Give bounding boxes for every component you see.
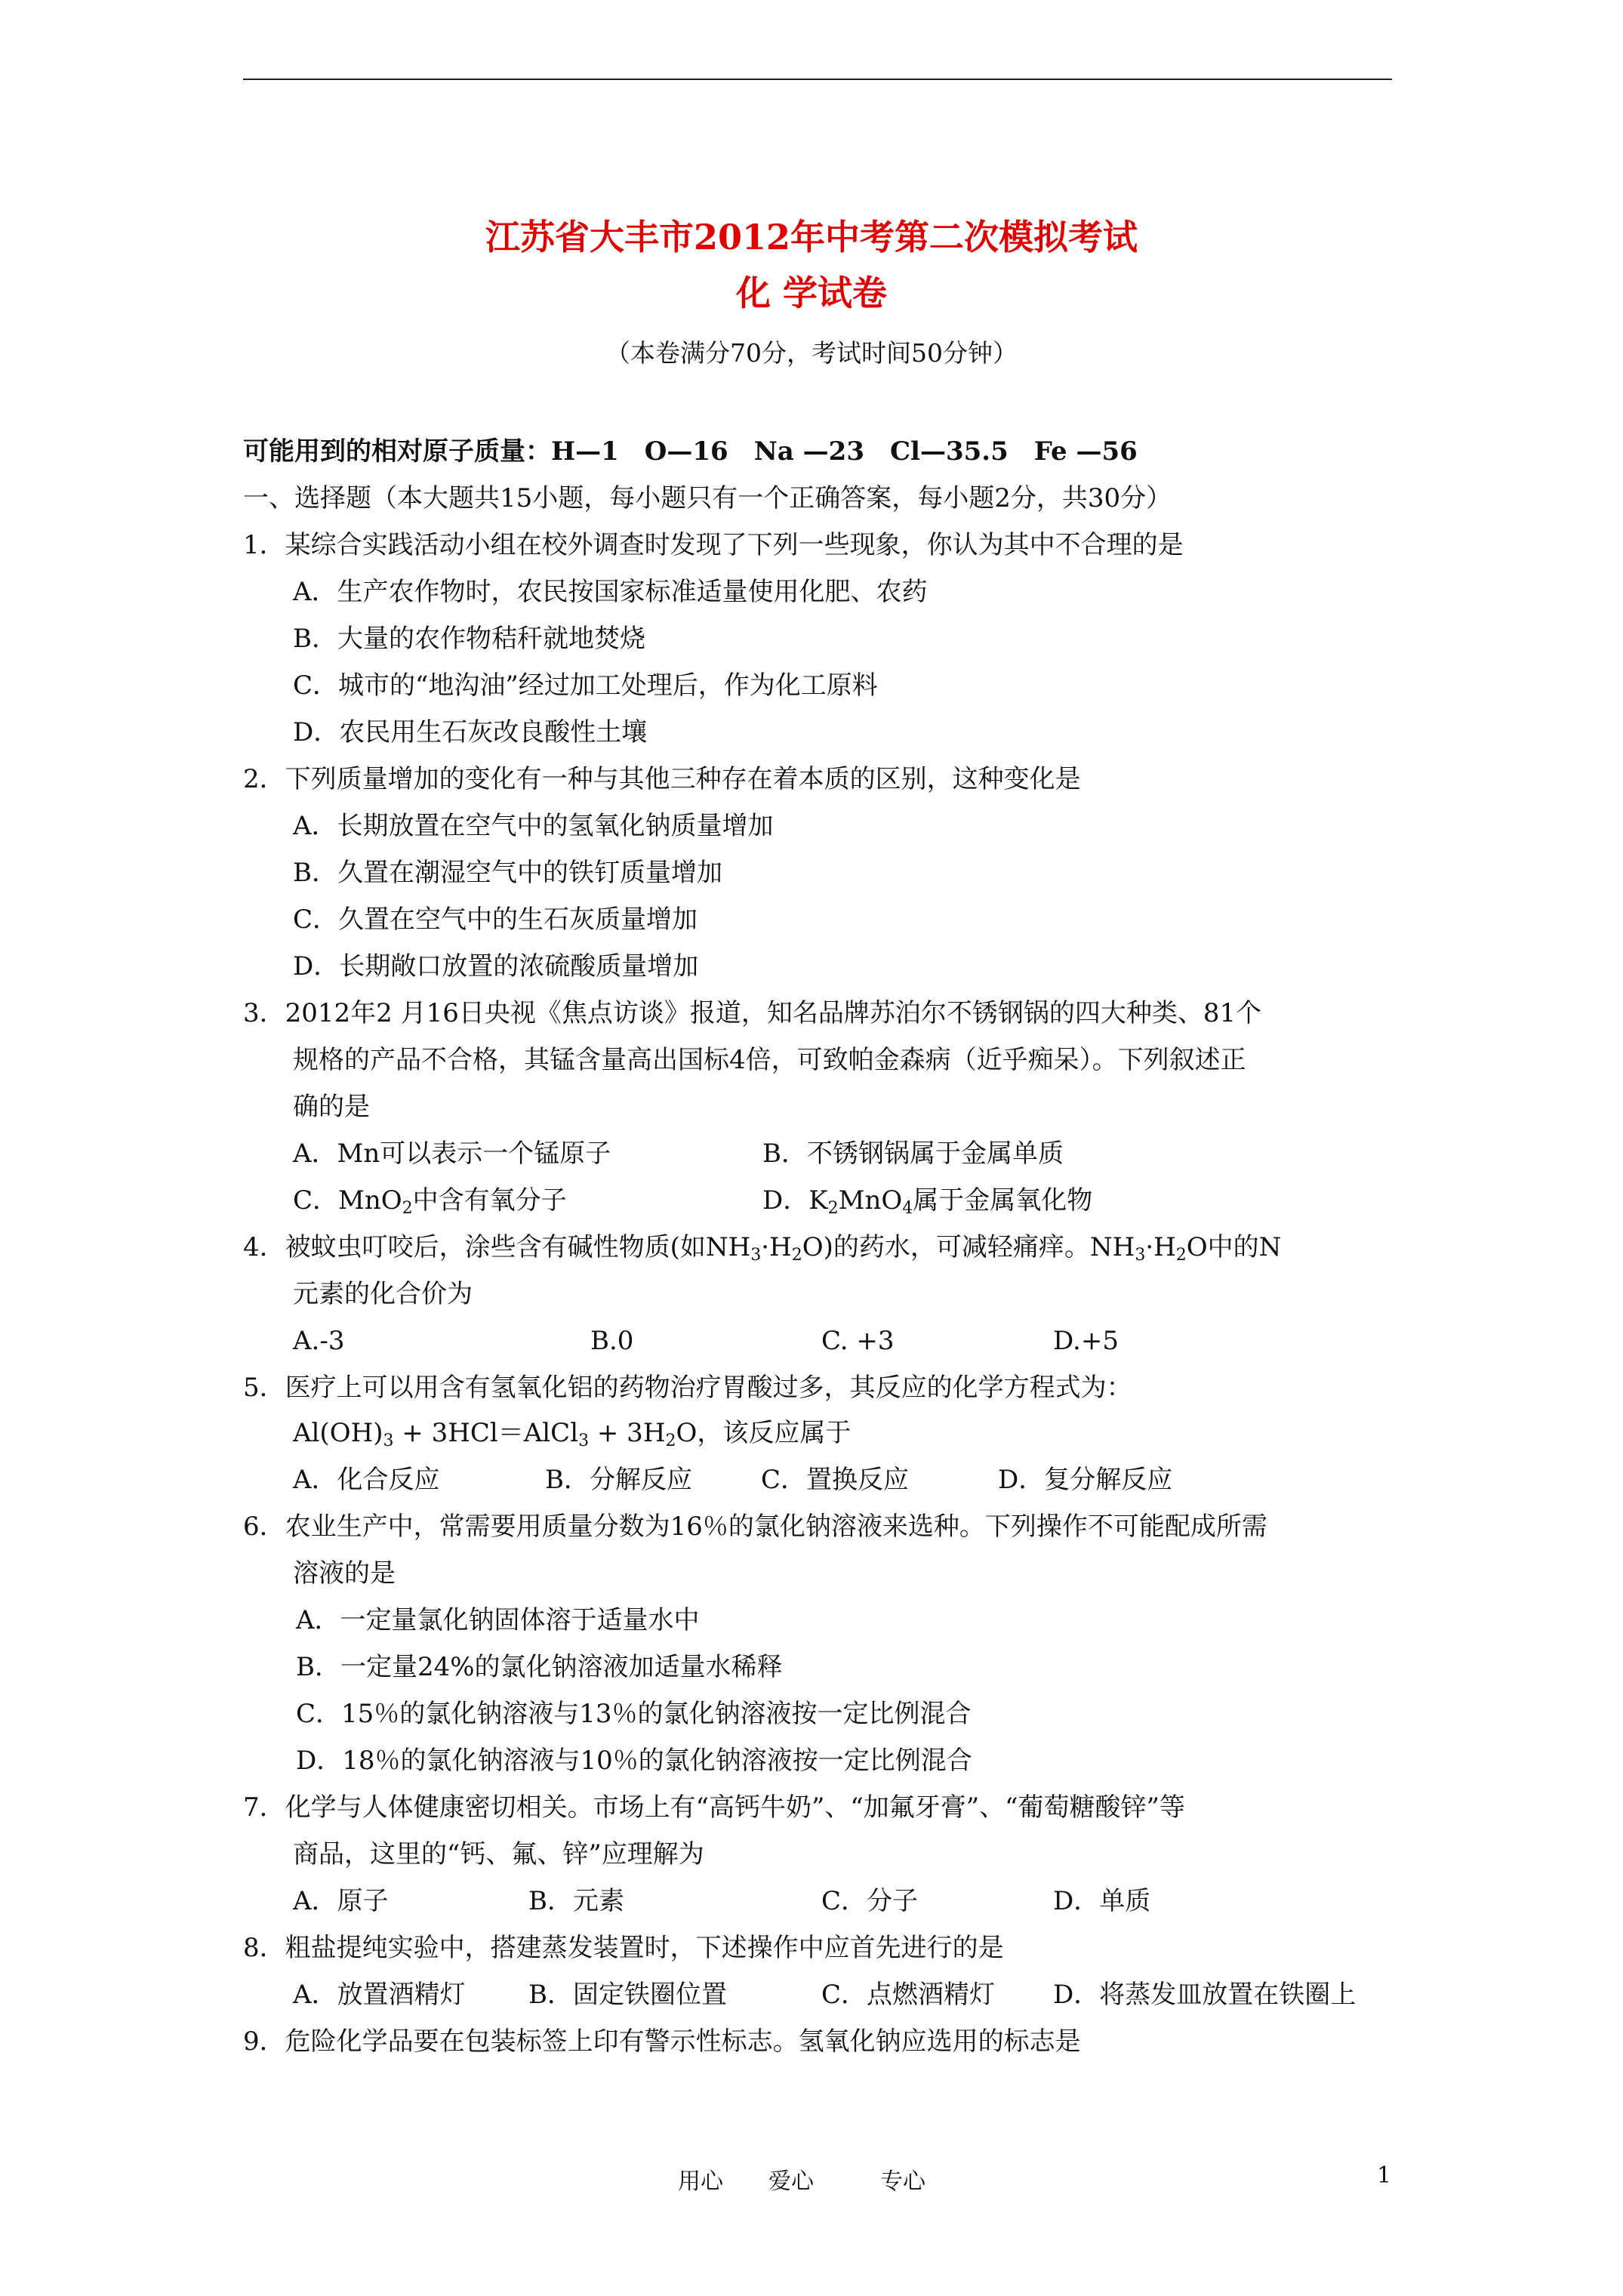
q2-option-c: C．久置在空气中的生石灰质量增加 (293, 905, 698, 935)
q5-equation: $Al(OH)_3$ + 3HCl＝AlCl$_3$ + $3H_2O$，该反应属于 (293, 1418, 852, 1450)
q4-option-b: B.0 (590, 1326, 634, 1356)
q5-option-b: B．分解反应 (545, 1465, 692, 1495)
q1-option-d: D．农民用生石灰改良酸性土壤 (293, 717, 648, 747)
q5-option-d: D．复分解反应 (998, 1465, 1173, 1495)
q2-option-a: A．长期放置在空气中的氢氧化钠质量增加 (293, 811, 774, 841)
q9-stem: 9．危险化学品要在包装标签上印有警示性标志。氢氧化钠应选用的标志是 (243, 2026, 1081, 2057)
q2-option-d: D．长期敞口放置的浓硫酸质量增加 (293, 951, 699, 982)
q4-option-a: A.-3 (293, 1326, 345, 1356)
q4-stem-line1: 4．被蚊虫叮咬后，涂些含有碱性物质(如$NH_3\cdot H_2O$)的药水，可减轻痛痒。$NH_3\cdot H_2O$中的N (243, 1232, 1282, 1265)
q6-stem-line1: 6．农业生产中，常需要用质量分数为16％的氯化钠溶液来选种。下列操作不可能配成所需 (243, 1512, 1267, 1542)
atomic-masses: 可能用到的相对原子质量：H—1 O—16 Na —23 Cl—35.5 Fe —56 (243, 436, 1138, 467)
header-rule (243, 79, 1392, 80)
q3-stem-line1: 3．2012年2 月16日央视《焦点访谈》报道，知名品牌苏泊尔不锈钢锅的四大种类、81个 (243, 998, 1262, 1028)
q1-stem: 1．某综合实践活动小组在校外调查时发现了下列一些现象，你认为其中不合理的是 (243, 530, 1184, 560)
q8-option-d: D．将蒸发皿放置在铁圈上 (1053, 1980, 1357, 2010)
q3-option-a: A．Mn可以表示一个锰原子 (293, 1139, 611, 1169)
q6-option-a: A．一定量氯化钠固体溶于适量水中 (296, 1605, 700, 1635)
exam-subject: 化 学试卷 (735, 273, 887, 313)
section-heading: 一、选择题（本大题共15小题，每小题只有一个正确答案，每小题2分，共30分） (243, 483, 1172, 513)
q7-option-d: D．单质 (1053, 1886, 1151, 1916)
q8-option-b: B．固定铁圈位置 (528, 1980, 727, 2010)
q7-stem-line1: 7．化学与人体健康密切相关。市场上有“高钙牛奶”、“加氟牙膏”、“葡萄糖酸锌”等 (243, 1792, 1185, 1823)
exam-title: 江苏省大丰市2012年中考第二次模拟考试 (485, 217, 1138, 257)
q6-stem-line2: 溶液的是 (293, 1558, 396, 1589)
q5-option-a: A．化合反应 (293, 1465, 440, 1495)
q4-stem-line2: 元素的化合价为 (293, 1279, 473, 1309)
q7-stem-line2: 商品，这里的“钙、氟、锌”应理解为 (293, 1839, 704, 1869)
q4-option-d: D.+5 (1053, 1326, 1119, 1356)
q3-option-b: B．不锈钢锅属于金属单质 (762, 1139, 1064, 1169)
q3-stem-line2: 规格的产品不合格，其锰含量高出国标4倍，可致帕金森病（近乎痴呆）。下列叙述正 (293, 1045, 1246, 1075)
page-number: 1 (1377, 2162, 1392, 2189)
q8-option-c: C．点燃酒精灯 (821, 1980, 996, 2010)
q3-option-d: D．$K_2MnO_4$属于金属氧化物 (762, 1185, 1093, 1218)
q5-stem-line1: 5．医疗上可以用含有氢氧化铝的药物治疗胃酸过多，其反应的化学方程式为： (243, 1373, 1132, 1403)
q7-option-b: B．元素 (528, 1886, 624, 1916)
footer-text-3: 专心 (880, 2168, 925, 2195)
q7-option-a: A．原子 (293, 1886, 389, 1916)
q1-option-c: C．城市的“地沟油”经过加工处理后，作为化工原料 (293, 670, 878, 701)
q6-option-b: B．一定量24%的氯化钠溶液加适量水稀释 (296, 1652, 783, 1682)
q1-option-a: A．生产农作物时，农民按国家标准适量使用化肥、农药 (293, 577, 928, 607)
footer-text-2: 爱心 (768, 2168, 814, 2195)
q6-option-c: C．15％的氯化钠溶液与13％的氯化钠溶液按一定比例混合 (296, 1699, 972, 1729)
q3-stem-line3: 确的是 (293, 1092, 370, 1122)
q8-stem: 8．粗盐提纯实验中，搭建蒸发装置时，下述操作中应首先进行的是 (243, 1933, 1004, 1963)
q5-option-c: C．置换反应 (761, 1465, 910, 1495)
q8-option-a: A．放置酒精灯 (293, 1980, 466, 2010)
q4-option-c: C. +3 (821, 1326, 895, 1356)
q7-option-c: C．分子 (821, 1886, 919, 1916)
exam-info: （本卷满分70分，考试时间50分钟） (605, 338, 1018, 368)
footer-text-1: 用心 (678, 2168, 723, 2195)
q1-option-b: B．大量的农作物秸秆就地焚烧 (293, 624, 645, 654)
q2-stem: 2．下列质量增加的变化有一种与其他三种存在着本质的区别，这种变化是 (243, 764, 1081, 794)
q3-option-c: C．MnO$_2$中含有氧分子 (293, 1185, 567, 1218)
q2-option-b: B．久置在潮湿空气中的铁钉质量增加 (293, 858, 722, 888)
q6-option-d: D．18％的氯化钠溶液与10％的氯化钠溶液按一定比例混合 (296, 1746, 972, 1776)
